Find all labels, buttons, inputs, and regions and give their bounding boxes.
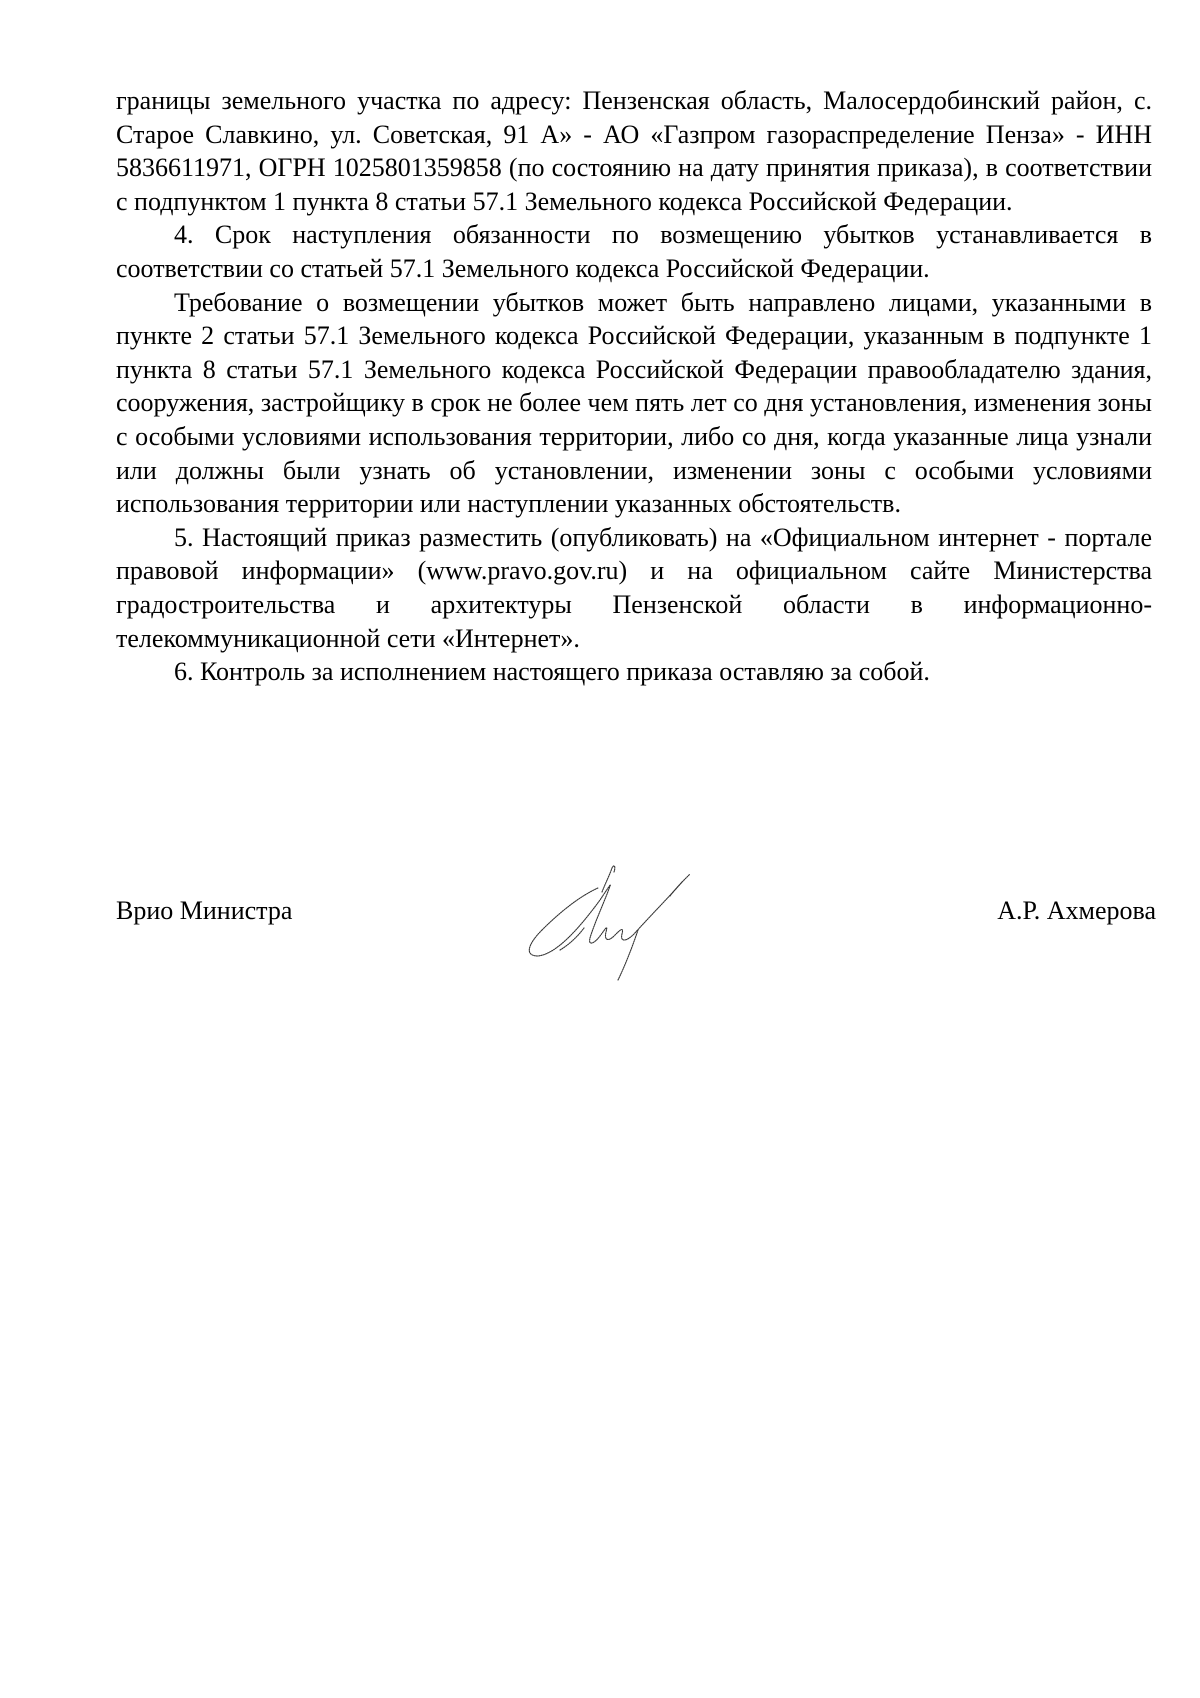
document-body [116,84,1152,689]
paragraph-continuation: границы земельного участка по адресу: Пензенская область, Малосердобинский район, с. Старое Славкино, ул. Советская, 91 А» - АО «Газпром газораспределение Пенза» - ИНН 5836611971, ОГРН 1025801359858 (по состоянию на дату принятия приказа), в соответствии с подпунктом 1 пункта 8 статьи 57.1 Земельного кодекса Российской Федерации. [116,86,1152,216]
paragraph-claim: Требование о возмещении убытков может быть направлено лицами, указанными в пункте 2 статьи 57.1 Земельного кодекса Российской Федерации, указанным в подпункте 1 пункта 8 статьи 57.1 Земельного кодекса Российской Федерации правообладателю здания, сооружения, застройщику в срок не более чем пять лет со дня установления, изменения зоны с особыми условиями использования территории, либо со дня, когда указанные лица узнали или должны были узнать об установлении, изменении зоны с особыми условиями использования территории или наступлении указанных обстоятельств. [116,287,1152,519]
signer-name: А.Р. Ахмерова [997,896,1156,925]
paragraph-item-6: 6. Контроль за исполнением настоящего приказа оставляю за собой. [174,657,930,687]
handwritten-signature-icon [520,852,710,982]
paragraph-item-5: 5. Настоящий приказ разместить (опубликовать) на «Официальном интернет - портале правовой информации» (www.pravo.gov.ru) и на официальном сайте Министерства градостроительства и архитектуры Пензенской области в информационно-телекоммуникационной сети «Интернет». [116,522,1152,653]
signer-position: Врио Министра [116,896,293,925]
paragraph-item-4: 4. Срок наступления обязанности по возмещению убытков устанавливается в соответствии со статьей 57.1 Земельного кодекса Российской Федерации. [116,220,1152,283]
